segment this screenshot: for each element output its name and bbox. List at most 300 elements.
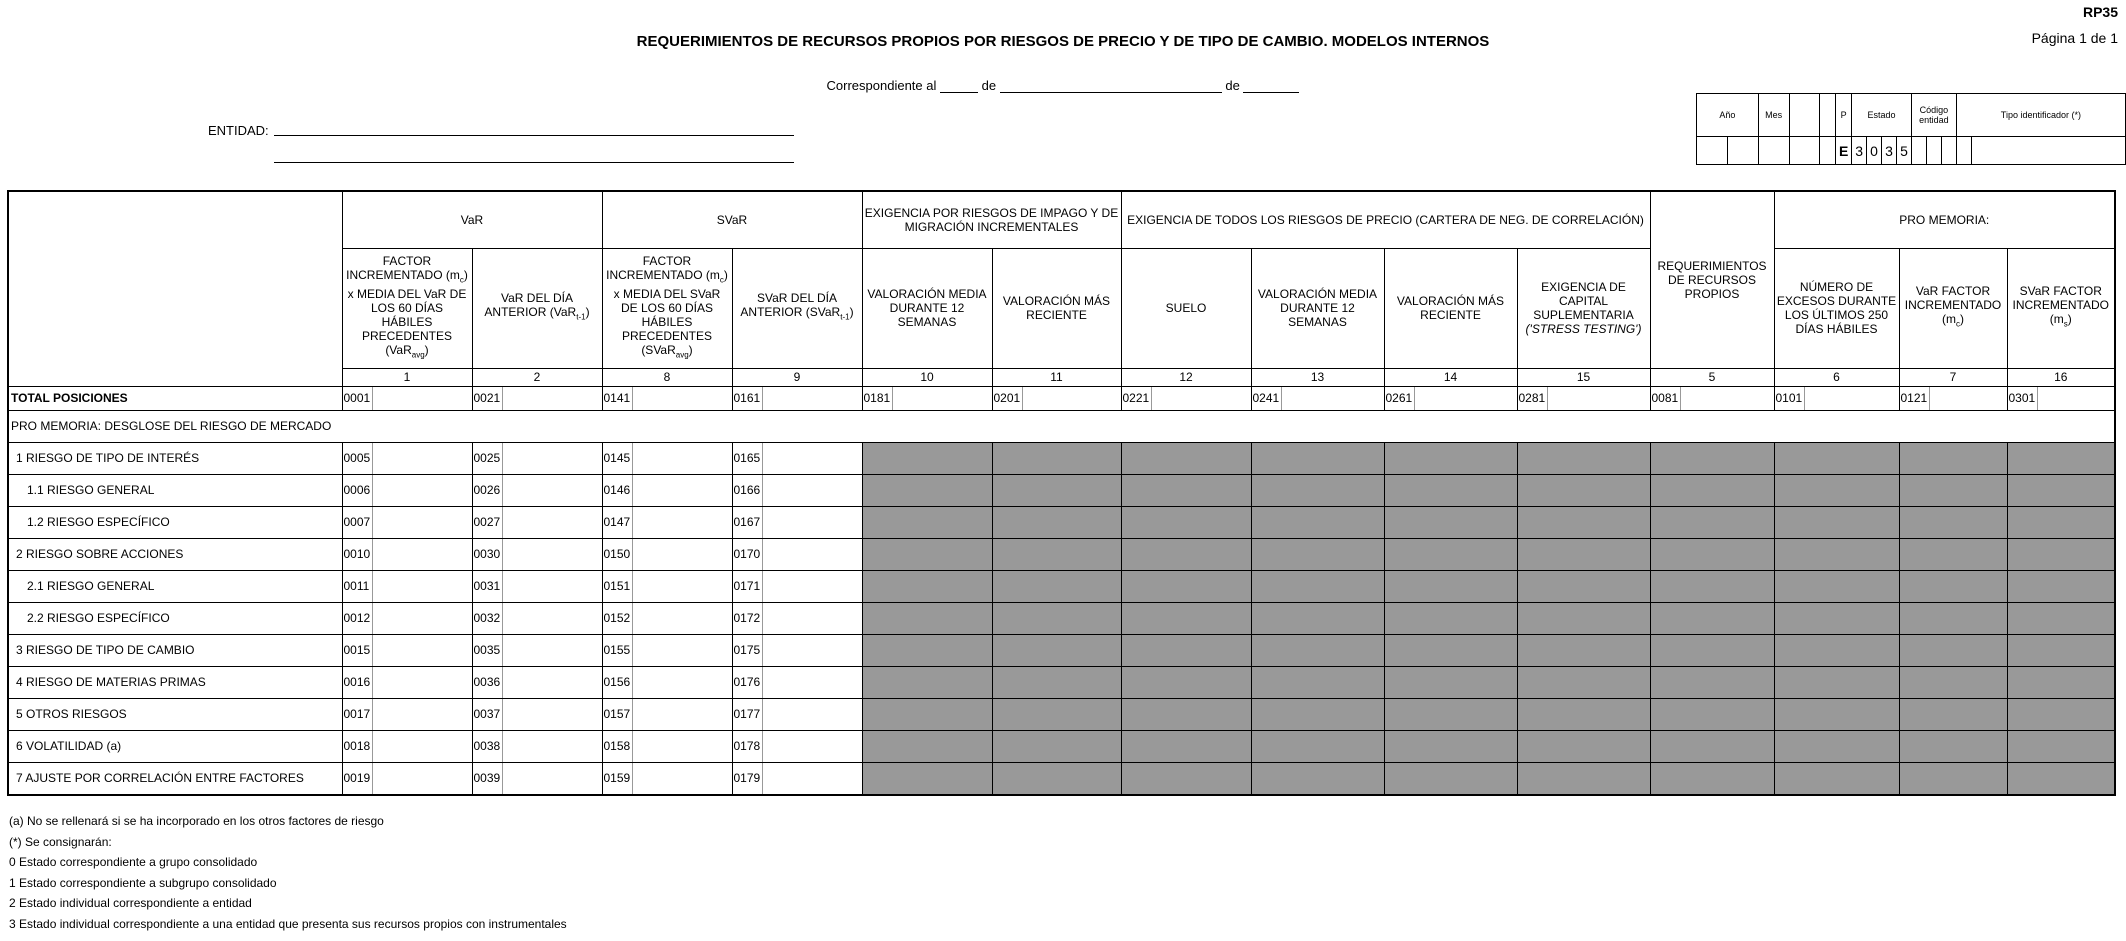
disabled-cell bbox=[1774, 762, 1899, 795]
cell-code: 0015 bbox=[342, 634, 372, 666]
req-header: REQUERIMIENTOS DE RECURSOS PROPIOS bbox=[1650, 191, 1774, 368]
disabled-cell bbox=[2007, 730, 2115, 762]
disabled-cell bbox=[1650, 634, 1774, 666]
disabled-cell bbox=[1251, 474, 1384, 506]
disabled-cell bbox=[1899, 634, 2007, 666]
anio-header: Año bbox=[1697, 94, 1759, 137]
cell-code: 0018 bbox=[342, 730, 372, 762]
column-number: 2 bbox=[472, 368, 602, 386]
corr-de-2: de bbox=[1225, 78, 1240, 93]
disabled-cell bbox=[1121, 570, 1251, 602]
column-number: 16 bbox=[2007, 368, 2115, 386]
cell-code: 0019 bbox=[342, 762, 372, 795]
value-cell[interactable] bbox=[502, 602, 602, 634]
cell-code: 0016 bbox=[342, 666, 372, 698]
cell-code: 0151 bbox=[602, 570, 632, 602]
impago-group-header: EXIGENCIA POR RIESGOS DE IMPAGO Y DE MIGRACIÓN INCREMENTALES bbox=[862, 191, 1121, 248]
disabled-cell bbox=[862, 666, 992, 698]
disabled-cell bbox=[2007, 634, 2115, 666]
value-cell[interactable] bbox=[1151, 386, 1251, 410]
disabled-cell bbox=[1384, 730, 1517, 762]
footnote-line: (a) No se rellenará si se ha incorporado en los otros factores de riesgo bbox=[9, 814, 384, 828]
col-9-header: SVaR DEL DÍA ANTERIOR (SVaR$_{t-1}$) bbox=[732, 248, 862, 368]
disabled-cell bbox=[1384, 698, 1517, 730]
column-number: 1 bbox=[342, 368, 472, 386]
footnote-line: 0 Estado correspondiente a grupo consolidado bbox=[9, 855, 258, 869]
value-cell[interactable] bbox=[762, 538, 862, 570]
disabled-cell bbox=[862, 506, 992, 538]
cell-code: 0036 bbox=[472, 666, 502, 698]
cell-code: 0141 bbox=[602, 386, 632, 410]
form-code: RP35 bbox=[2082, 4, 2118, 20]
value-cell[interactable] bbox=[892, 386, 992, 410]
value-cell[interactable] bbox=[762, 474, 862, 506]
disabled-cell bbox=[2007, 762, 2115, 795]
disabled-cell bbox=[1384, 474, 1517, 506]
cell-code: 0007 bbox=[342, 506, 372, 538]
value-cell[interactable] bbox=[502, 570, 602, 602]
disabled-cell bbox=[2007, 442, 2115, 474]
value-cell[interactable] bbox=[632, 698, 732, 730]
footnote-line: 3 Estado individual correspondiente a una entidad que presenta sus recursos propios con instrumentales bbox=[9, 916, 567, 931]
table-row bbox=[8, 506, 2115, 538]
disabled-cell bbox=[1650, 474, 1774, 506]
disabled-cell bbox=[1121, 698, 1251, 730]
codigo-cell-4[interactable] bbox=[1956, 137, 1971, 165]
table-row bbox=[8, 602, 2115, 634]
mes-header: Mes bbox=[1758, 94, 1789, 137]
value-cell[interactable] bbox=[1929, 386, 2007, 410]
disabled-cell bbox=[1774, 602, 1899, 634]
value-cell[interactable] bbox=[762, 442, 862, 474]
value-cell[interactable] bbox=[632, 538, 732, 570]
col-8-header: FACTOR INCREMENTADO $(m_c)$ x MEDIA DEL SVaR DE LOS 60 DÍAS HÁBILES PRECEDENTES (SVaR$_{avg}$) bbox=[602, 248, 732, 368]
main-table bbox=[7, 190, 2116, 796]
cell-code: 0039 bbox=[472, 762, 502, 795]
disabled-cell bbox=[1121, 506, 1251, 538]
value-cell[interactable] bbox=[372, 602, 472, 634]
disabled-cell bbox=[1121, 666, 1251, 698]
col-14-header: VALORACIÓN MÁS RECIENTE bbox=[1384, 248, 1517, 368]
row-label: 1 RIESGO DE TIPO DE INTERÉS bbox=[8, 442, 342, 474]
year-field[interactable] bbox=[1243, 80, 1299, 93]
disabled-cell bbox=[992, 698, 1121, 730]
row-label: 6 VOLATILIDAD (a) bbox=[8, 730, 342, 762]
table-row bbox=[8, 474, 2115, 506]
cell-code: 0021 bbox=[472, 386, 502, 410]
value-cell[interactable] bbox=[1804, 386, 1899, 410]
cell-code: 0150 bbox=[602, 538, 632, 570]
disabled-cell bbox=[1899, 570, 2007, 602]
value-cell[interactable] bbox=[502, 386, 602, 410]
row-label: 1.1 RIESGO GENERAL bbox=[8, 474, 342, 506]
disabled-cell bbox=[992, 506, 1121, 538]
disabled-cell bbox=[1121, 442, 1251, 474]
cell-code: 0025 bbox=[472, 442, 502, 474]
cell-code: 0167 bbox=[732, 506, 762, 538]
col-2-header: VaR DEL DÍA ANTERIOR (VaR$_{t-1}$) bbox=[472, 248, 602, 368]
cell-code: 0152 bbox=[602, 602, 632, 634]
disabled-cell bbox=[1774, 442, 1899, 474]
cell-code: 0006 bbox=[342, 474, 372, 506]
disabled-cell bbox=[1650, 602, 1774, 634]
table-row bbox=[8, 698, 2115, 730]
disabled-cell bbox=[1774, 666, 1899, 698]
disabled-cell bbox=[1899, 698, 2007, 730]
cell-code: 0175 bbox=[732, 634, 762, 666]
tipo-header: Tipo identificador (*) bbox=[1956, 94, 2125, 137]
cell-code: 0032 bbox=[472, 602, 502, 634]
value-cell[interactable] bbox=[502, 506, 602, 538]
cell-code: 0017 bbox=[342, 698, 372, 730]
col-7-header: VaR FACTOR INCREMENTADO $(m_c)$ bbox=[1899, 248, 2007, 368]
cell-code: 0181 bbox=[862, 386, 892, 410]
disabled-cell bbox=[1899, 762, 2007, 795]
disabled-cell bbox=[1650, 506, 1774, 538]
value-cell[interactable] bbox=[372, 506, 472, 538]
cell-code: 0026 bbox=[472, 474, 502, 506]
value-cell[interactable] bbox=[2037, 386, 2115, 410]
value-cell[interactable] bbox=[762, 386, 862, 410]
col-13-header: VALORACIÓN MEDIA DURANTE 12 SEMANAS bbox=[1251, 248, 1384, 368]
page-title: REQUERIMIENTOS DE RECURSOS PROPIOS POR RIESGOS DE PRECIO Y DE TIPO DE CAMBIO. MODELOS INTERNOS bbox=[636, 33, 1490, 50]
value-cell[interactable] bbox=[1414, 386, 1517, 410]
value-cell[interactable] bbox=[372, 570, 472, 602]
cell-code: 0121 bbox=[1899, 386, 1929, 410]
col-1-header: FACTOR INCREMENTADO $(m_c)$ x MEDIA DEL VaR DE LOS 60 DÍAS HÁBILES PRECEDENTES (VaR$_{avg}$) bbox=[342, 248, 472, 368]
disabled-cell bbox=[1121, 538, 1251, 570]
cell-code: 0172 bbox=[732, 602, 762, 634]
column-number: 8 bbox=[602, 368, 732, 386]
p-header: P bbox=[1836, 94, 1852, 137]
tipo-cell[interactable] bbox=[1971, 137, 2125, 165]
disabled-cell bbox=[992, 666, 1121, 698]
disabled-cell bbox=[1517, 570, 1650, 602]
value-cell[interactable] bbox=[1022, 386, 1121, 410]
table-row bbox=[8, 634, 2115, 666]
cell-code: 0158 bbox=[602, 730, 632, 762]
value-cell[interactable] bbox=[502, 634, 602, 666]
value-cell[interactable] bbox=[632, 602, 732, 634]
value-cell[interactable] bbox=[502, 762, 602, 795]
value-cell[interactable] bbox=[632, 634, 732, 666]
disabled-cell bbox=[862, 634, 992, 666]
disabled-cell bbox=[1121, 762, 1251, 795]
disabled-cell bbox=[1121, 634, 1251, 666]
table-row bbox=[8, 666, 2115, 698]
disabled-cell bbox=[1517, 698, 1650, 730]
disabled-cell bbox=[1251, 602, 1384, 634]
disabled-cell bbox=[1650, 570, 1774, 602]
table-row bbox=[8, 762, 2115, 795]
disabled-cell bbox=[1650, 538, 1774, 570]
year-cell-2[interactable] bbox=[1727, 137, 1758, 165]
row-label: 2.1 RIESGO GENERAL bbox=[8, 570, 342, 602]
value-cell[interactable] bbox=[502, 698, 602, 730]
disabled-cell bbox=[2007, 666, 2115, 698]
disabled-cell bbox=[1251, 506, 1384, 538]
corner-cell bbox=[8, 191, 342, 386]
codigo-header: Código entidad bbox=[1911, 94, 1956, 137]
codigo-cell-3[interactable] bbox=[1941, 137, 1956, 165]
disabled-cell bbox=[862, 570, 992, 602]
disabled-cell bbox=[1899, 730, 2007, 762]
disabled-cell bbox=[1650, 442, 1774, 474]
cell-code: 0037 bbox=[472, 698, 502, 730]
cell-code: 0201 bbox=[992, 386, 1022, 410]
column-number: 6 bbox=[1774, 368, 1899, 386]
cell-code: 0176 bbox=[732, 666, 762, 698]
cell-code: 0157 bbox=[602, 698, 632, 730]
value-cell[interactable] bbox=[372, 666, 472, 698]
cell-code: 0179 bbox=[732, 762, 762, 795]
table-row bbox=[8, 570, 2115, 602]
disabled-cell bbox=[992, 730, 1121, 762]
disabled-cell bbox=[1899, 506, 2007, 538]
row-label: 3 RIESGO DE TIPO DE CAMBIO bbox=[8, 634, 342, 666]
value-cell[interactable] bbox=[502, 666, 602, 698]
value-cell[interactable] bbox=[372, 634, 472, 666]
cell-code: 0030 bbox=[472, 538, 502, 570]
cell-code: 0012 bbox=[342, 602, 372, 634]
estado-cell-e: E bbox=[1836, 137, 1852, 165]
cell-code: 0010 bbox=[342, 538, 372, 570]
disabled-cell bbox=[1251, 570, 1384, 602]
value-cell[interactable] bbox=[1547, 386, 1650, 410]
column-number: 13 bbox=[1251, 368, 1384, 386]
corr-de-1: de bbox=[981, 78, 997, 93]
disabled-cell bbox=[2007, 698, 2115, 730]
pro-memoria-label: PRO MEMORIA: DESGLOSE DEL RIESGO DE MERCADO bbox=[8, 410, 2115, 442]
value-cell[interactable] bbox=[632, 570, 732, 602]
row-label: 5 OTROS RIESGOS bbox=[8, 698, 342, 730]
value-cell[interactable] bbox=[632, 730, 732, 762]
disabled-cell bbox=[862, 762, 992, 795]
value-cell[interactable] bbox=[762, 506, 862, 538]
disabled-cell bbox=[862, 442, 992, 474]
disabled-cell bbox=[1517, 474, 1650, 506]
row-label: 2.2 RIESGO ESPECÍFICO bbox=[8, 602, 342, 634]
value-cell[interactable] bbox=[502, 730, 602, 762]
disabled-cell bbox=[992, 570, 1121, 602]
value-cell[interactable] bbox=[632, 666, 732, 698]
cell-code: 0156 bbox=[602, 666, 632, 698]
disabled-cell bbox=[2007, 506, 2115, 538]
value-cell[interactable] bbox=[632, 386, 732, 410]
col-11-header: VALORACIÓN MÁS RECIENTE bbox=[992, 248, 1121, 368]
value-cell[interactable] bbox=[632, 506, 732, 538]
cell-code: 0145 bbox=[602, 442, 632, 474]
disabled-cell bbox=[1650, 762, 1774, 795]
value-cell[interactable] bbox=[762, 730, 862, 762]
col-10-header: VALORACIÓN MEDIA DURANTE 12 SEMANAS bbox=[862, 248, 992, 368]
cell-code: 0035 bbox=[472, 634, 502, 666]
disabled-cell bbox=[1899, 666, 2007, 698]
disabled-cell bbox=[1251, 762, 1384, 795]
entidad-field-2[interactable] bbox=[274, 162, 794, 163]
disabled-cell bbox=[1774, 698, 1899, 730]
month-cell-2[interactable] bbox=[1789, 137, 1820, 165]
todos-group-header: EXIGENCIA DE TODOS LOS RIESGOS DE PRECIO (CARTERA DE NEG. DE CORRELACIÓN) bbox=[1121, 191, 1650, 248]
disabled-cell bbox=[1384, 666, 1517, 698]
value-cell[interactable] bbox=[632, 762, 732, 795]
table-row bbox=[8, 730, 2115, 762]
estado-cell-4: 5 bbox=[1897, 137, 1912, 165]
disabled-cell bbox=[992, 474, 1121, 506]
disabled-cell bbox=[1121, 474, 1251, 506]
cell-code: 0146 bbox=[602, 474, 632, 506]
cell-code: 0155 bbox=[602, 634, 632, 666]
value-cell[interactable] bbox=[502, 474, 602, 506]
row-label: 1.2 RIESGO ESPECÍFICO bbox=[8, 506, 342, 538]
disabled-cell bbox=[992, 602, 1121, 634]
year-cell-1[interactable] bbox=[1697, 137, 1728, 165]
disabled-cell bbox=[1899, 474, 2007, 506]
footnote-line: (*) Se consignarán: bbox=[9, 834, 112, 849]
column-number: 9 bbox=[732, 368, 862, 386]
disabled-cell bbox=[2007, 602, 2115, 634]
col-12-header: SUELO bbox=[1121, 248, 1251, 368]
disabled-cell bbox=[1121, 602, 1251, 634]
value-cell[interactable] bbox=[1680, 386, 1774, 410]
cell-code: 0031 bbox=[472, 570, 502, 602]
disabled-cell bbox=[992, 538, 1121, 570]
disabled-cell bbox=[1517, 538, 1650, 570]
disabled-cell bbox=[1774, 570, 1899, 602]
disabled-cell bbox=[862, 730, 992, 762]
disabled-cell bbox=[1384, 442, 1517, 474]
codigo-cell-1[interactable] bbox=[1911, 137, 1926, 165]
value-cell[interactable] bbox=[502, 538, 602, 570]
value-cell[interactable] bbox=[372, 442, 472, 474]
footnote-line: 1 Estado correspondiente a subgrupo consolidado bbox=[9, 875, 277, 890]
pro-memoria-header: PRO MEMORIA: bbox=[1774, 191, 2115, 248]
cell-code: 0171 bbox=[732, 570, 762, 602]
column-number: 5 bbox=[1650, 368, 1774, 386]
disabled-cell bbox=[862, 602, 992, 634]
column-number: 14 bbox=[1384, 368, 1517, 386]
disabled-cell bbox=[2007, 570, 2115, 602]
disabled-cell bbox=[862, 698, 992, 730]
row-label: 7 AJUSTE POR CORRELACIÓN ENTRE FACTORES bbox=[8, 762, 342, 795]
cell-code: 0281 bbox=[1517, 386, 1547, 410]
cell-code: 0027 bbox=[472, 506, 502, 538]
cell-code: 0159 bbox=[602, 762, 632, 795]
disabled-cell bbox=[862, 474, 992, 506]
disabled-cell bbox=[1650, 698, 1774, 730]
estado-header: Estado bbox=[1852, 94, 1912, 137]
col-16-header: SVaR FACTOR INCREMENTADO $(m_s)$ bbox=[2007, 248, 2115, 368]
cell-code: 0101 bbox=[1774, 386, 1804, 410]
value-cell[interactable] bbox=[1281, 386, 1384, 410]
cell-code: 0005 bbox=[342, 442, 372, 474]
cell-code: 0170 bbox=[732, 538, 762, 570]
disabled-cell bbox=[1251, 538, 1384, 570]
disabled-cell bbox=[1774, 506, 1899, 538]
disabled-cell bbox=[1251, 730, 1384, 762]
disabled-cell bbox=[1899, 538, 2007, 570]
value-cell[interactable] bbox=[762, 602, 862, 634]
disabled-cell bbox=[1517, 730, 1650, 762]
disabled-cell bbox=[1774, 474, 1899, 506]
value-cell[interactable] bbox=[762, 666, 862, 698]
cell-code: 0177 bbox=[732, 698, 762, 730]
disabled-cell bbox=[1774, 634, 1899, 666]
value-cell[interactable] bbox=[762, 762, 862, 795]
value-cell[interactable] bbox=[372, 730, 472, 762]
disabled-cell bbox=[862, 538, 992, 570]
month-field[interactable] bbox=[1000, 80, 1222, 93]
table-row bbox=[8, 538, 2115, 570]
month-cell-1[interactable] bbox=[1758, 137, 1789, 165]
disabled-cell bbox=[1517, 442, 1650, 474]
svar-group-header: SVaR bbox=[602, 191, 862, 248]
estado-cell-3: 3 bbox=[1882, 137, 1897, 165]
value-cell[interactable] bbox=[632, 442, 732, 474]
cell-code: 0165 bbox=[732, 442, 762, 474]
row-label: 4 RIESGO DE MATERIAS PRIMAS bbox=[8, 666, 342, 698]
footnote-line: 2 Estado individual correspondiente a entidad bbox=[9, 896, 252, 910]
cell-code: 0011 bbox=[342, 570, 372, 602]
disabled-cell bbox=[2007, 538, 2115, 570]
value-cell[interactable] bbox=[762, 570, 862, 602]
column-number: 10 bbox=[862, 368, 992, 386]
value-cell[interactable] bbox=[762, 698, 862, 730]
disabled-cell bbox=[992, 634, 1121, 666]
disabled-cell bbox=[1384, 538, 1517, 570]
cell-code: 0001 bbox=[342, 386, 372, 410]
value-cell[interactable] bbox=[762, 634, 862, 666]
page-indicator: Página 1 de 1 bbox=[2031, 30, 2118, 46]
disabled-cell bbox=[1899, 442, 2007, 474]
cell-code: 0166 bbox=[732, 474, 762, 506]
estado-cell-2: 0 bbox=[1867, 137, 1882, 165]
entidad-field-1[interactable] bbox=[274, 135, 794, 136]
column-number: 7 bbox=[1899, 368, 2007, 386]
value-cell[interactable] bbox=[502, 442, 602, 474]
day-field[interactable] bbox=[940, 80, 978, 93]
entidad-label: ENTIDAD: bbox=[208, 123, 269, 138]
corr-prefix: Correspondiente al bbox=[826, 78, 937, 93]
disabled-cell bbox=[1517, 634, 1650, 666]
disabled-cell bbox=[992, 762, 1121, 795]
value-cell[interactable] bbox=[372, 386, 472, 410]
disabled-cell bbox=[1774, 538, 1899, 570]
disabled-cell bbox=[1384, 506, 1517, 538]
cell-code: 0147 bbox=[602, 506, 632, 538]
codigo-cell-2[interactable] bbox=[1926, 137, 1941, 165]
var-group-header: VaR bbox=[342, 191, 602, 248]
col-6-header: NÚMERO DE EXCESOS DURANTE LOS ÚLTIMOS 250 DÍAS HÁBILES bbox=[1774, 248, 1899, 368]
value-cell[interactable] bbox=[372, 762, 472, 795]
disabled-cell bbox=[2007, 474, 2115, 506]
disabled-cell bbox=[1384, 570, 1517, 602]
cell-code: 0261 bbox=[1384, 386, 1414, 410]
disabled-cell bbox=[1517, 602, 1650, 634]
value-cell[interactable] bbox=[372, 698, 472, 730]
disabled-cell bbox=[1517, 666, 1650, 698]
p-cell[interactable] bbox=[1820, 137, 1836, 165]
value-cell[interactable] bbox=[372, 538, 472, 570]
disabled-cell bbox=[1251, 698, 1384, 730]
value-cell[interactable] bbox=[372, 474, 472, 506]
value-cell[interactable] bbox=[632, 474, 732, 506]
disabled-cell bbox=[1384, 762, 1517, 795]
disabled-cell bbox=[1251, 666, 1384, 698]
disabled-cell bbox=[1899, 602, 2007, 634]
id-grid bbox=[1696, 93, 2126, 165]
cell-code: 0161 bbox=[732, 386, 762, 410]
